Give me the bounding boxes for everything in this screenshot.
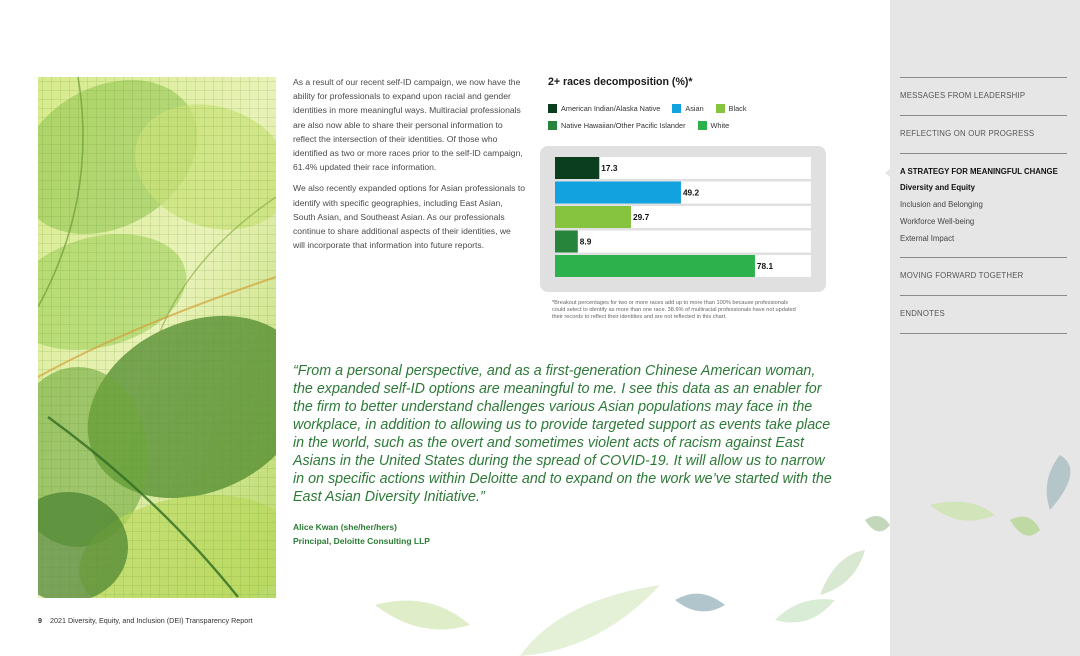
bar-value-label: 17.3 (601, 163, 618, 173)
bar (555, 182, 681, 204)
bar-track (555, 231, 811, 253)
legend-item (716, 104, 747, 113)
nav-item-endnotes[interactable]: ENDNOTES (900, 295, 1067, 333)
nav-subitem-diversity-and-equity[interactable]: Diversity and Equity (900, 183, 975, 192)
legend-label: Black (728, 104, 747, 113)
legend-swatch (716, 104, 725, 113)
legend-item (548, 104, 660, 113)
legend-swatch (672, 104, 681, 113)
legend-swatch (548, 104, 557, 113)
body-paragraph: As a result of our recent self-ID campaign, we now have the ability for professionals to expand upon racial and gender identities in more meaningful ways. Multiracial professionals are also now able to share their personal information to reflect the intersection of their identities. Of those who identified as two or more races prior to the self-ID campaign, 61.4% updated their race information. (293, 77, 523, 173)
chart-title: 2+ races decomposition (%)* (548, 76, 693, 88)
leaf-photo (38, 77, 276, 598)
body-text (293, 75, 525, 259)
legend-item (698, 121, 730, 130)
nav-item-reflecting-on-our-progress[interactable]: REFLECTING ON OUR PROGRESS (900, 115, 1067, 153)
nav-subitem-workforce-well-being[interactable]: Workforce Well-being (900, 217, 975, 226)
bar-value-label: 49.2 (682, 187, 700, 198)
bar-value-label: 29.7 (633, 212, 650, 222)
bar (555, 206, 631, 228)
body-paragraph: We also recently expanded options for Asian professionals to identify with specific geographies, including East Asian, South Asian, and Southeast Asian. As our professionals continue to share additional aspects of their identities, we will incorporate that information into future reports. (293, 183, 526, 251)
legend-item (672, 104, 703, 113)
chart-legend (548, 102, 848, 136)
nav-pointer-arrow (885, 168, 891, 178)
nav-section-label: A STRATEGY FOR MEANINGFUL CHANGE (900, 167, 1058, 176)
page-footer (38, 616, 253, 625)
legend-item (548, 121, 686, 130)
bar (555, 255, 755, 277)
legend-swatch (548, 121, 557, 130)
nav-subitem-external-impact[interactable]: External Impact (900, 234, 955, 243)
chart-footnote: *Breakout percentages for two or more races add up to more than 100% because professionals could select to identify as more than one race. 38.6% of multiracial professionals have not updated their records to reflect their identities and are not reflected in this chart. (552, 300, 796, 320)
nav-item-moving-forward-together[interactable]: MOVING FORWARD TOGETHER (900, 257, 1067, 295)
legend-swatch (698, 121, 707, 130)
nav-divider (900, 333, 1067, 334)
bar (555, 157, 599, 179)
bar-chart (540, 146, 826, 292)
nav-item-messages-from-leadership[interactable]: MESSAGES FROM LEADERSHIP (900, 77, 1067, 115)
legend-label: American Indian/Alaska Native (561, 104, 661, 113)
legend-label: White (710, 121, 730, 130)
quote-author: Alice Kwan (she/her/hers) (293, 522, 397, 532)
bar-value-label: 78.1 (756, 261, 774, 271)
nav-item-strategy-for-meaningful-change[interactable] (900, 153, 1067, 257)
bar (555, 231, 578, 253)
quote-attribution (293, 521, 430, 548)
pull-quote: “From a personal perspective, and as a first-generation Chinese American woman, the expanded self-ID options are meaningful to me. I see this data as an enabler for the firm to better understand challenges various Asian populations may face in the workplace, in addition to allowing us to provide targeted support as events take place in the world, such as the overt and sometimes violent acts of racism against East Asians in the United States during the spread of COVID-19. It will allow us to narrow in on specific actions within Deloitte and to expand on the work we’ve started with the East Asian Diversity Initiative.” (293, 363, 832, 505)
page-number: 9 (38, 616, 42, 625)
bar-value-label: 8.9 (579, 236, 592, 247)
quote-role: Principal, Deloitte Consulting LLP (293, 535, 430, 546)
nav-subitem-inclusion-and-belonging[interactable]: Inclusion and Belonging (900, 200, 983, 209)
section-nav (900, 77, 1067, 334)
legend-label: Native Hawaiian/Other Pacific Islander (561, 121, 686, 130)
legend-label: Asian (685, 104, 704, 113)
report-title: 2021 Diversity, Equity, and Inclusion (DEI) Transparency Report (50, 616, 253, 625)
